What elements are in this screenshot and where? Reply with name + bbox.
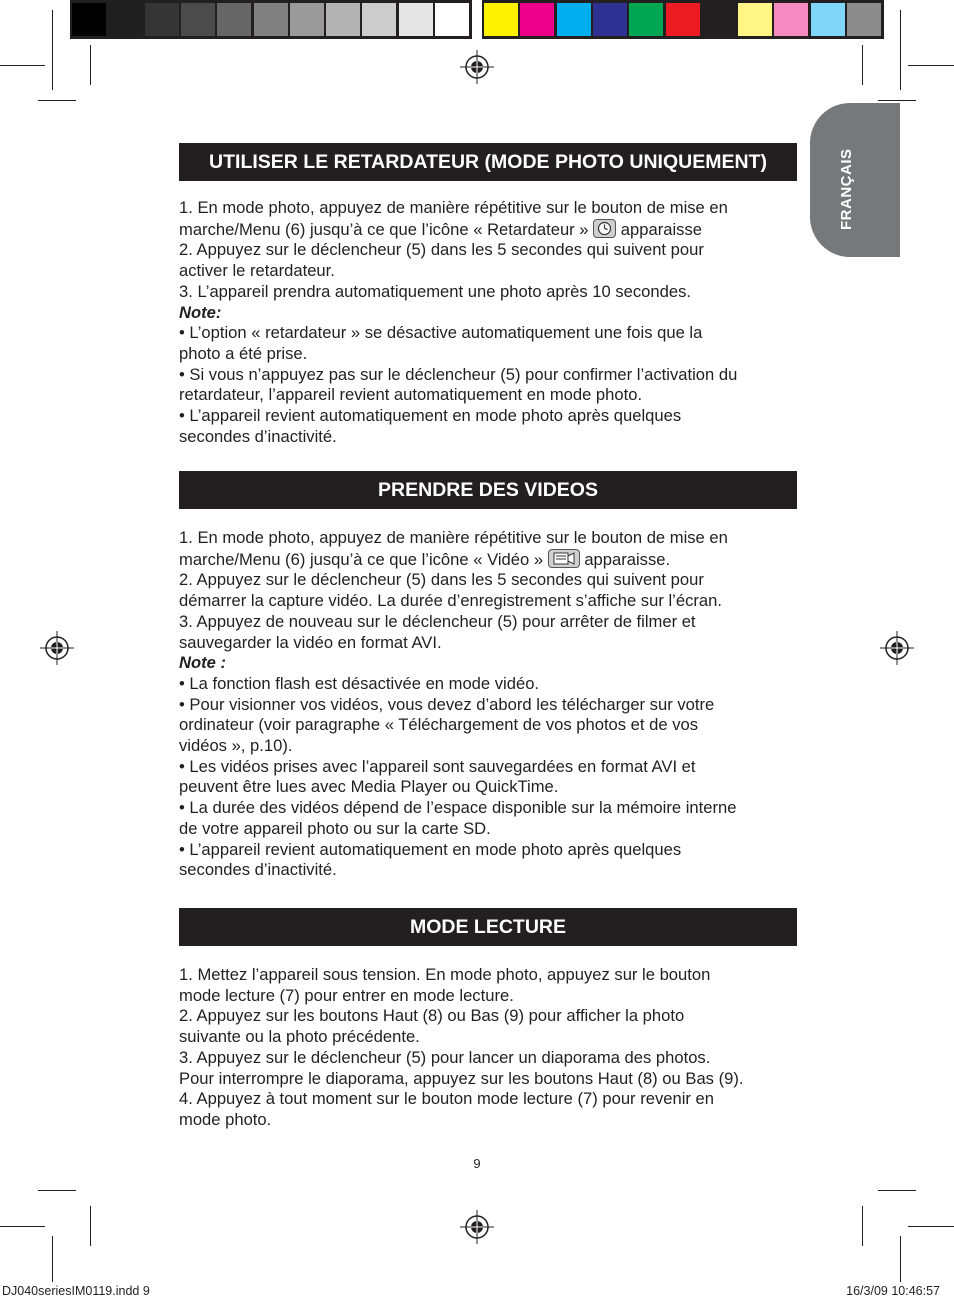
color-swatch — [811, 3, 845, 36]
text-line: secondes d’inactivité. — [179, 860, 337, 880]
registration-mark-bottom — [460, 1210, 494, 1244]
registration-mark-top — [460, 50, 494, 84]
text-span: apparaisse. — [584, 549, 671, 569]
color-swatch — [702, 3, 736, 36]
text-line: • La fonction flash est désactivée en mode vidéo. — [179, 673, 540, 693]
color-swatch — [593, 3, 627, 36]
text-line: ordinateur (voir paragraphe « Téléchargement de vos photos et de vos — [179, 715, 699, 735]
text-line: Pour interrompre le diaporama, appuyez sur les boutons Haut (8) ou Bas (9). — [179, 1068, 744, 1088]
section-heading-playback: MODE LECTURE — [179, 908, 797, 946]
language-tab — [810, 103, 900, 257]
text-line: • L’option « retardateur » se désactive automatiquement une fois que la — [179, 323, 703, 343]
text-line: 2. Appuyez sur le déclencheur (5) dans les 5 secondes qui suivent pour — [179, 570, 704, 590]
text-line: sauvegarder la vidéo en format AVI. — [179, 632, 442, 652]
text-line: retardateur, l’appareil revient automatiquement en mode photo. — [179, 385, 643, 405]
language-tab-label: FRANÇAIS — [838, 148, 855, 230]
gray-swatch — [181, 3, 215, 36]
section-body-self-timer — [179, 198, 804, 447]
gray-swatch — [399, 3, 433, 36]
text-line: démarrer la capture vidéo. La durée d’enregistrement s’affiche sur l’écran. — [179, 591, 722, 611]
crop-mark — [862, 1206, 863, 1246]
crop-mark — [38, 1190, 76, 1191]
text-line: de votre appareil photo ou sur la carte SD. — [179, 818, 491, 838]
gray-swatch — [217, 3, 251, 36]
text-line: 3. Appuyez sur le déclencheur (5) pour lancer un diaporama des photos. — [179, 1047, 711, 1067]
text-span: marche/Menu (6) jusqu’à ce que l’icône « Retardateur » — [179, 219, 589, 239]
text-line: 4. Appuyez à tout moment sur le bouton mode lecture (7) pour revenir en — [179, 1089, 714, 1109]
gray-swatch — [362, 3, 396, 36]
text-line: • Les vidéos prises avec l’appareil sont sauvegardées en format AVI et — [179, 756, 696, 776]
note-label: Note : — [179, 653, 227, 673]
gray-swatch — [326, 3, 360, 36]
crop-mark — [862, 45, 863, 85]
gray-swatch — [72, 3, 106, 36]
registration-mark-left — [40, 631, 74, 665]
crop-mark — [900, 1236, 901, 1282]
gray-swatch — [254, 3, 288, 36]
text-line: activer le retardateur. — [179, 261, 335, 281]
text-line: mode photo. — [179, 1109, 272, 1129]
text-line: • Si vous n’appuyez pas sur le déclencheur (5) pour confirmer l’activation du — [179, 364, 738, 384]
text-line: peuvent être lues avec Media Player ou QuickTime. — [179, 777, 559, 797]
color-swatch — [520, 3, 554, 36]
crop-mark — [878, 100, 916, 101]
gray-swatch — [290, 3, 324, 36]
section-body-playback — [179, 965, 804, 1131]
text-line: 1. Mettez l’appareil sous tension. En mode photo, appuyez sur le bouton — [179, 965, 711, 984]
crop-mark — [908, 1226, 954, 1227]
crop-mark — [900, 10, 901, 90]
text-span: apparaisse — [620, 219, 702, 239]
gray-swatch — [145, 3, 179, 36]
crop-mark — [878, 1190, 916, 1191]
text-line: • L’appareil revient automatiquement en mode photo après quelques — [179, 406, 682, 426]
text-line: • La durée des vidéos dépend de l’espace disponible sur la mémoire interne — [179, 798, 737, 818]
text-line: photo a été prise. — [179, 343, 308, 363]
text-line — [179, 549, 804, 571]
crop-mark — [52, 1236, 53, 1282]
color-swatch — [629, 3, 663, 36]
text-line: 3. L’appareil prendra automatiquement une photo après 10 secondes. — [179, 281, 691, 301]
text-line: vidéos », p.10). — [179, 736, 293, 756]
page-number: 9 — [473, 1156, 481, 1171]
text-line: • L’appareil revient automatiquement en mode photo après quelques — [179, 839, 682, 859]
color-swatch — [847, 3, 881, 36]
text-line: secondes d’inactivité. — [179, 426, 337, 446]
registration-mark-right — [880, 631, 914, 665]
video-icon — [548, 549, 580, 568]
text-line: mode lecture (7) pour entrer en mode lecture. — [179, 985, 514, 1005]
footer-timestamp: 16/3/09 10:46:57 — [846, 1284, 940, 1298]
gray-swatch — [435, 3, 469, 36]
text-line: • Pour visionner vos vidéos, vous devez d’abord les télécharger sur votre — [179, 694, 715, 714]
crop-mark — [90, 45, 91, 85]
text-line: suivante ou la photo précédente. — [179, 1027, 420, 1047]
color-swatch — [557, 3, 591, 36]
section-heading-videos: PRENDRE DES VIDEOS — [179, 471, 797, 509]
note-label: Note: — [179, 302, 222, 322]
section-heading-self-timer: UTILISER LE RETARDATEUR (MODE PHOTO UNIQUEMENT) — [179, 143, 797, 181]
crop-mark — [38, 100, 76, 101]
crop-mark — [90, 1206, 91, 1246]
text-line: 2. Appuyez sur le déclencheur (5) dans les 5 secondes qui suivent pour — [179, 240, 704, 260]
color-swatch — [666, 3, 700, 36]
crop-mark — [908, 65, 954, 66]
crop-mark — [52, 10, 53, 90]
text-line: 2. Appuyez sur les boutons Haut (8) ou Bas (9) pour afficher la photo — [179, 1006, 685, 1026]
text-line: 1. En mode photo, appuyez de manière répétitive sur le bouton de mise en — [179, 198, 728, 217]
text-span: marche/Menu (6) jusqu’à ce que l’icône « Vidéo » — [179, 549, 544, 569]
gray-swatch — [108, 3, 142, 36]
self-timer-icon — [593, 219, 616, 238]
crop-mark — [0, 65, 45, 66]
color-swatch — [774, 3, 808, 36]
text-line — [179, 219, 804, 241]
crop-mark — [0, 1226, 45, 1227]
footer-file-info: DJ040seriesIM0119.indd 9 — [2, 1284, 150, 1298]
color-swatch — [484, 3, 518, 36]
color-swatch — [738, 3, 772, 36]
section-body-videos — [179, 528, 804, 881]
text-line: 3. Appuyez de nouveau sur le déclencheur (5) pour arrêter de filmer et — [179, 611, 696, 631]
text-line: 1. En mode photo, appuyez de manière répétitive sur le bouton de mise en — [179, 528, 728, 547]
